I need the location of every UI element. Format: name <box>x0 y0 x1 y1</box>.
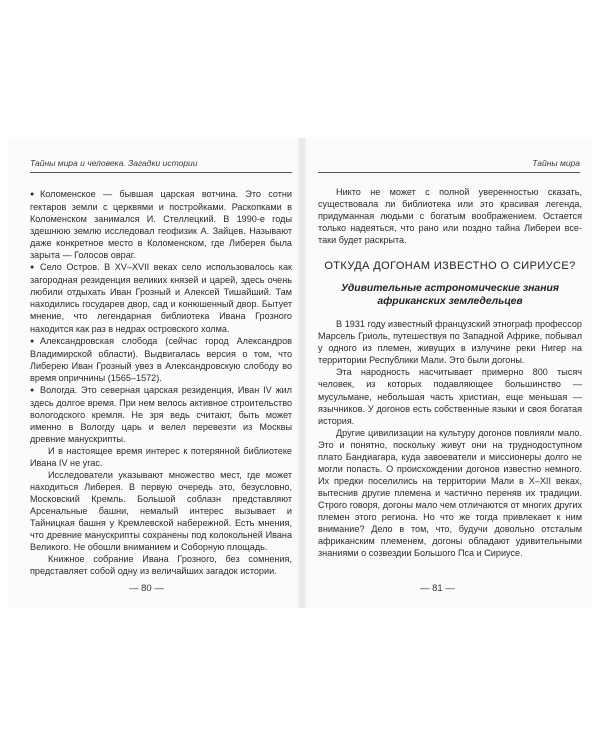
bullet-icon: ● <box>30 386 35 394</box>
list-item: ● Александровская слобода (сейчас город Александров Владимирской области). Выдвигалась версия о том, что Либерею Иван Грозный увез в Александровскую слободу во время опричнины (1565–1572). <box>30 335 292 383</box>
left-page-number: — 80 — <box>129 583 164 594</box>
paragraph: И в настоящее время интерес к потерянной библиотеке Ивана IV не угас. <box>30 445 292 469</box>
bullet-icon: ● <box>30 191 35 198</box>
bullet-icon: ● <box>30 337 35 345</box>
right-running-head: Тайны мира <box>318 158 580 173</box>
section-subheading: Удивительные астрономические знания африканских земледельцев <box>341 283 559 307</box>
right-page-number: — 81 — <box>420 583 455 594</box>
paragraph: Книжное собрание Ивана Грозного, без сомнения, представляет собой одну из величайших загадок истории. <box>30 554 292 577</box>
list-item: ● Вологда. Это северная царская резиденция, Иван IV жил здесь долгое время. При нем велось активное строительство вологодского кремля. Не зря ведь считают, быть может именно в Вологду царь и велел перевезти из Москвы древние манускрипты. <box>30 384 292 444</box>
paragraph: Другие цивилизации на культуру догонов повлияли мало. Это и понятно, поскольку живут они на труднодоступном плато Бандиагара, куда завоеватели и миссионеры долго не могли попасть. О происхождении догонов известно немного. Их предки поселились на территории Мали в X–XII веках, вытеснив другие племена и частично переняв их традиции. Строго говоря, догоны мало чем отличаются от многих других племен этого региона. Но что же тогда привлекает к ним внимание? Дело в том, что, будучи довольно отсталым африканским племенем, догоны обладают удивительными знаниями о созвездии Большого Пса и Сириусе. <box>318 427 582 559</box>
book-gutter <box>298 138 306 608</box>
paragraph: Эта народность насчитывает примерно 800 тысяч человек, из которых подавляющее большинство — мусульмане, небольшая часть христиан, еще меньшая — язычников. У догонов есть собственные языки и своя богатая история. <box>318 367 582 426</box>
list-item: ● Село Остров. В XV–XVII веках село использовалось как загородная резиденция великих князей и царей, здесь очень любили отдыхать Иван Грозный и Алексей Тишайший. Там находились государев двор, сад и конюшенный двор. Бытует мнение, что легендарная библиотека Ивана Грозного находится как раз в недрах островского холма. <box>30 262 292 334</box>
bullet-icon: ● <box>30 264 35 272</box>
left-running-head: Тайны мира и человека. Загадки истории <box>30 158 292 173</box>
paragraph: В 1931 году известный французский этнограф профессор Марсель Гриоль, путешествуя по Западной Африке, побывал у одного из племен, живущих в излучине реки Нигер на территории Республики Мали. Это были догоны. <box>318 319 582 366</box>
paragraph: Исследователи указывают множество мест, где может находиться Либерея. В первую очередь это, безусловно, Московский Кремль. Большой соблазн представляют Арсенальные башни, немалый интерес вызывает и Тайницкая башня у Кремлевской набережной. Есть мнения, что древние манускрипты сохранены под колокольней Ивана Великого. Не обошли вниманием и Соборную площадь. <box>30 470 292 553</box>
section-heading: ОТКУДА ДОГОНАМ ИЗВЕСТНО О СИРИУСЕ? <box>324 260 576 273</box>
left-page-body <box>30 188 292 578</box>
list-item: ● Коломенское — бывшая царская вотчина. Это сотни гектаров земли с церквями и постройками. Раскопками в Коломенском занимался И. Стеллецкий. В 1990-е годы здешнюю землю исследовал геофизик А. Зайцев. Называют даже конкретное место в Коломенском, где Либерея была зарыта — Голосов овраг. <box>30 189 292 261</box>
paragraph: Никто не может с полной уверенностью сказать, существовала ли библиотека или это красивая легенда, придуманная людьми с богатым воображением. Остается только надеяться, что рано или поздно тайна Либереи все-таки будет раскрыта. <box>318 187 582 246</box>
right-page-body <box>318 186 582 559</box>
